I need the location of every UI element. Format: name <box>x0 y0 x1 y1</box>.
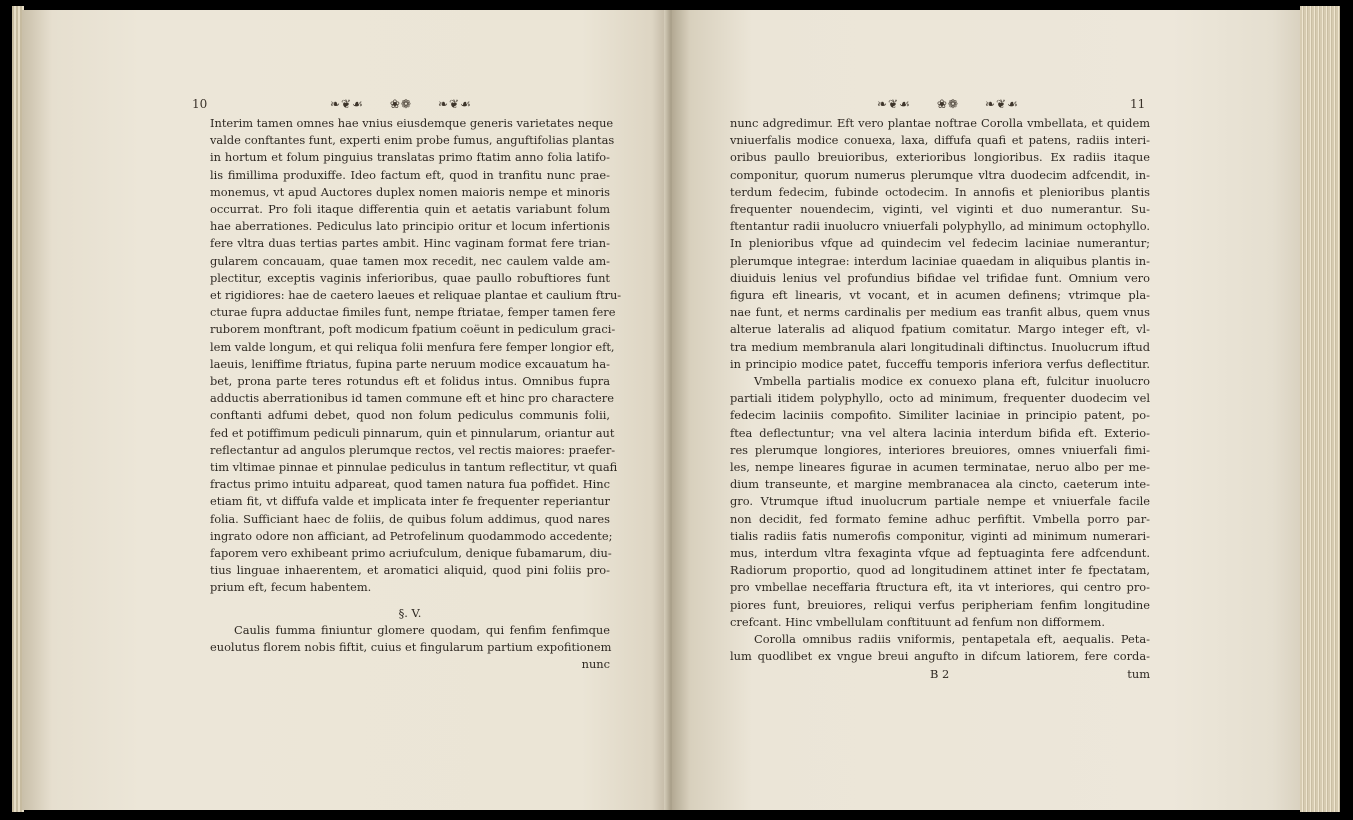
text-line: In plenioribus vfque ad quindecim vel fedecim laciniae numerantur; <box>730 236 1150 251</box>
text-line: gro. Vtrumque iftud inuolucrum partiale nempe et vniuerfale facile <box>730 494 1150 509</box>
right-page-number: 11 <box>1130 97 1146 111</box>
text-line: res plerumque longiores, interiores breuiores, omnes vniuerfali fimi- <box>730 442 1150 457</box>
text-line: in hortum et folum pinguius translatas primo ftatim anno folia latifo- <box>210 150 610 165</box>
text-line: figura eft linearis, vt vocant, et in acumen definens; vtrimque pla- <box>730 288 1150 303</box>
left-page-number: 10 <box>192 97 208 111</box>
text-line: euolutus florem nobis fiftit, cuius et fingularum partium expofitionem <box>210 640 612 655</box>
text-line: ftea deflectuntur; vna vel altera lacinia interdum bifida eft. Exterio- <box>730 425 1150 440</box>
ornament-right: ❧❦☙ <box>984 97 1019 111</box>
text-line: plerumque integrae: interdum laciniae quaedam in aliquibus plantis in- <box>730 253 1150 268</box>
text-line: ingrato odore non afficiant, ad Petrofelinum quodammodo accedente; <box>210 528 613 543</box>
text-line: et rigidiores: hae de caetero laeues et reliquae plantae et caulium ftru- <box>210 288 622 303</box>
text-line: occurrat. Pro foli itaque differentia quin et aetatis variabunt folum <box>210 202 610 217</box>
left-header-ornament <box>330 97 472 111</box>
right-page <box>672 10 1302 810</box>
text-line: diuiduis lenius vel profundius bifidae vel trifidae funt. Omnium vero <box>730 270 1150 285</box>
ornament-left: ❧❦☙ <box>330 97 364 111</box>
text-line: bet, prona parte teres rotundus eft et folidus intus. Omnibus fupra <box>210 374 610 389</box>
text-line: tius linguae inhaerentem, et aromatici aliquid, quod pini foliis pro- <box>210 563 610 578</box>
open-book <box>12 4 1342 816</box>
text-line: monemus, vt apud Auctores duplex nomen maioris nempe et minoris <box>210 184 610 199</box>
text-line: pro vmbellae neceffaria ftructura eft, ita vt interiores, qui centro pro- <box>730 580 1150 595</box>
text-line: laeuis, leniffime ftriatus, fupina parte neruum modice excauatum ha- <box>210 356 610 371</box>
catchword: tum <box>1127 666 1150 681</box>
text-line: lum quodlibet ex vngue breui angufto in difcum latiorem, fere corda- <box>730 649 1150 664</box>
text-line: conftanti adfumi debet, quod non folum pediculus communis folii, <box>210 408 610 423</box>
text-line: alterue lateralis ad aliquod fpatium comitatur. Margo integer eft, vl- <box>730 322 1150 337</box>
text-line: terdum fedecim, fubinde octodecim. In annofis et plenioribus plantis <box>730 184 1150 199</box>
text-line: fedecim laciniis compofito. Similiter laciniae in principio patent, po- <box>730 408 1150 423</box>
right-header-ornament <box>877 97 1019 111</box>
right-body-text <box>730 115 1150 683</box>
text-line: hae aberrationes. Pediculus lato principio oritur et locum infertionis <box>210 219 610 234</box>
text-line: Caulis fumma finiuntur glomere quodam, qui fenfim fenfimque <box>234 622 610 637</box>
text-line: vniuerfalis modice conuexa, laxa, diffufa quafi et patens, radiis interi- <box>730 133 1150 148</box>
text-line: plectitur, exceptis vaginis inferioribus, quae paullo robuftiores funt <box>210 270 610 285</box>
text-line: tim vltimae pinnae et pinnulae pediculus in tantum reflectitur, vt quafi <box>210 460 618 475</box>
text-line: frequenter nouendecim, viginti, vel viginti et duo numerantur. Su- <box>730 202 1150 217</box>
text-line: valde conftantes funt, experti enim probe fumus, anguftifolias plantas <box>210 133 615 148</box>
text-line: piores funt, breuiores, reliqui verfus peripheriam fenfim longitudine <box>730 597 1150 612</box>
text-line: Interim tamen omnes hae vnius eiusdemque generis varietates neque <box>210 116 614 130</box>
text-line: les, nempe lineares figurae in acumen terminatae, neruo albo per me- <box>730 460 1150 475</box>
signature-mark: B 2 <box>930 666 950 681</box>
section-heading: §. V. <box>398 605 422 620</box>
text-line: prium eft, fecum habentem. <box>210 580 372 595</box>
text-line: adductis aberrationibus id tamen commune eft et hinc pro charactere <box>210 391 614 406</box>
text-line: lis fimillima produxiffe. Ideo factum eft, quod in tranfitu nunc prae- <box>210 167 610 182</box>
text-line: ruborem monftrant, poft modicum fpatium coëunt in pediculum graci- <box>210 322 616 337</box>
text-line: non decidit, fed formato femine adhuc perfiftit. Vmbella porro par- <box>730 511 1150 526</box>
text-line: componitur, quorum numerus plerumque vltra duodecim adfcendit, in- <box>730 167 1150 182</box>
ornament-center: ❀❁ <box>389 97 412 111</box>
text-line: crefcant. Hinc vmbellulam conftituunt ad fenfum non difformem. <box>730 614 1105 629</box>
text-line: tialis radiis fatis numerofis componitur, viginti ad minimum numerari- <box>730 528 1150 543</box>
left-page <box>22 10 672 810</box>
text-line: reflectantur ad angulos plerumque rectos, vel rectis maiores: praefer- <box>210 442 616 457</box>
text-line: fed et potiffimum pediculi pinnarum, quin et pinnularum, oriantur aut <box>210 425 615 440</box>
text-line: in principio modice patet, fucceffu temporis inferiora verfus deflectitur. <box>730 356 1150 371</box>
text-line: nae funt, et nerms cardinalis per medium eas tranfit albus, quem vnus <box>730 305 1150 320</box>
text-line: cturae fupra adductae fimiles funt, nempe ftriatae, femper tamen fere <box>210 305 616 320</box>
text-line: oribus paullo breuioribus, exterioribus longioribus. Ex radiis itaque <box>730 150 1150 165</box>
text-line: mus, interdum vltra fexaginta vfque ad feptuaginta fere adfcendunt. <box>730 546 1150 561</box>
page-footer <box>730 666 1150 683</box>
catchword: nunc <box>581 657 610 672</box>
text-line: ftentantur radii inuolucro vniuerfali polyphyllo, ad minimum octophyllo. <box>730 219 1150 234</box>
text-line: Radiorum proportio, quod ad longitudinem attinet inter fe fpectatam, <box>730 563 1150 578</box>
ornament-center: ❀❁ <box>936 97 959 111</box>
text-line: etiam fit, vt diffufa valde et implicata inter fe frequenter reperiantur <box>210 494 610 509</box>
right-page-edges <box>1300 6 1340 812</box>
text-line: fere vltra duas tertias partes ambit. Hinc vaginam format fere trian- <box>210 236 610 251</box>
text-line: fractus primo intuitu adpareat, quod tamen natura fua poffidet. Hinc <box>210 477 610 492</box>
text-line: nunc adgredimur. Eft vero plantae noftrae Corolla vmbellata, et quidem <box>730 116 1150 130</box>
ornament-right: ❧❦☙ <box>437 97 472 111</box>
text-line: Vmbella partialis modice ex conuexo plana eft, fulcitur inuolucro <box>754 374 1150 389</box>
text-line: tra medium membranula alari longitudinali diftinctus. Inuolucrum iftud <box>730 339 1150 354</box>
text-line: lem valde longum, et qui reliqua folii menfura fere femper longior eft, <box>210 339 615 354</box>
left-body-text <box>210 115 622 674</box>
ornament-left: ❧❦☙ <box>877 97 911 111</box>
text-line: Corolla omnibus radiis vniformis, pentapetala eft, aequalis. Peta- <box>754 632 1150 647</box>
text-line: faporem vero exhibeant primo acriufculum, denique fubamarum, diu- <box>210 546 612 561</box>
text-line: dium transeunte, et margine membranacea ala cincto, caeterum inte- <box>730 477 1150 492</box>
text-line: partiali itidem polyphyllo, octo ad minimum, frequenter duodecim vel <box>730 391 1150 406</box>
text-line: gularem concauam, quae tamen mox recedit, nec caulem valde am- <box>210 253 610 268</box>
text-line: folia. Sufficiant haec de foliis, de quibus folum addimus, quod nares <box>210 511 610 526</box>
